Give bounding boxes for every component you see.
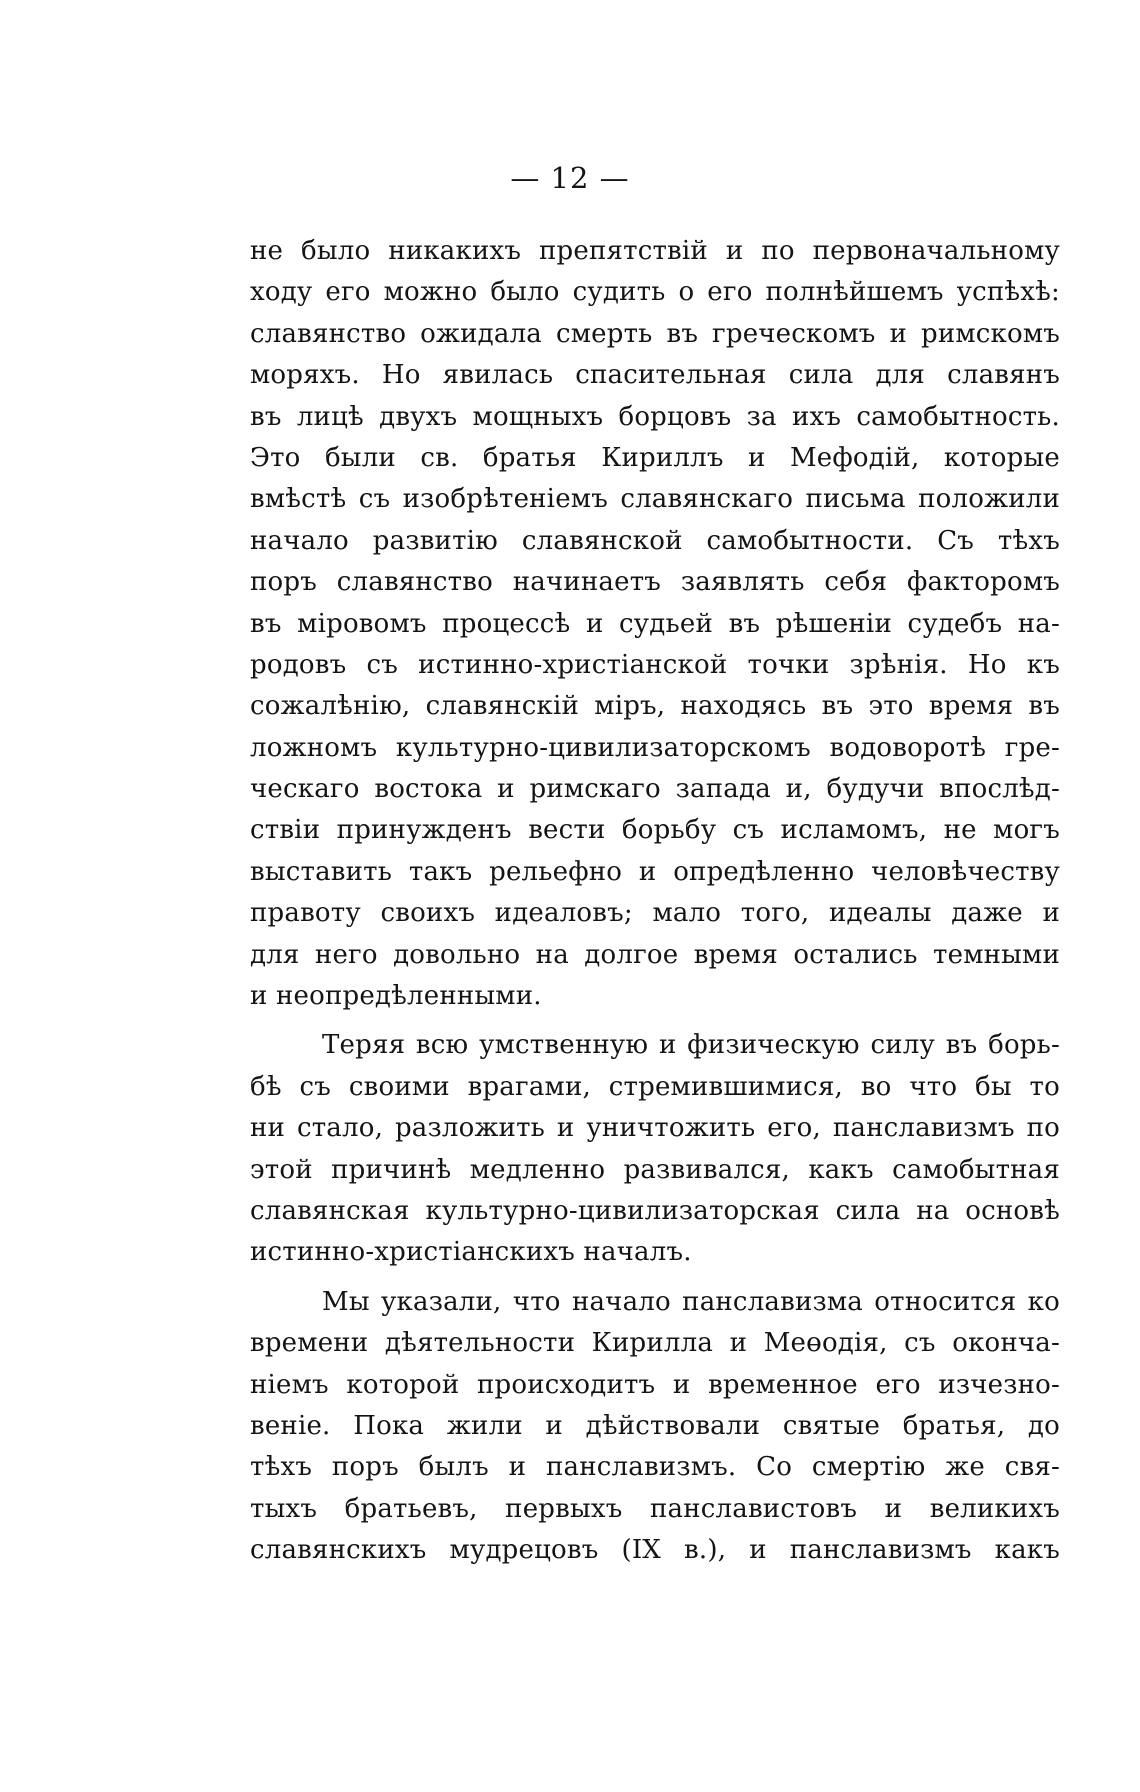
- paragraph-gap: [250, 1017, 1060, 1025]
- text-line: славянская культурно-цивилизаторская сила на основѣ: [250, 1195, 1060, 1226]
- text-line: выставить такъ рельефно и опредѣленно человѣчеству: [250, 856, 1060, 887]
- text-line: истинно-христiанскихъ началъ.: [250, 1237, 692, 1268]
- text-line: въ лицѣ двухъ мощныхъ борцовъ за ихъ самобытность.: [250, 401, 1060, 432]
- text-line: сожалѣнiю, славянскiй мiръ, находясь въ это время въ: [250, 691, 1060, 722]
- text-line: для него довольно на долгое время остались темными: [250, 939, 1060, 970]
- text-line: нiемъ которой происходитъ и временное его изчезно-: [250, 1369, 1060, 1400]
- text-line: начало развитiю славянской самобытности. Съ тѣхъ: [250, 525, 1060, 556]
- paragraph: [250, 231, 1060, 1017]
- text-line: славянскихъ мудрецовъ (IX в.), и панславизмъ какъ: [250, 1535, 1060, 1566]
- text-line: тѣхъ поръ былъ и панславизмъ. Со смертiю же свя-: [250, 1452, 1060, 1483]
- text-line: славянство ожидала смерть въ греческомъ и римскомъ: [250, 318, 1060, 349]
- text-line: моряхъ. Но явилась спасительная сила для славянъ: [250, 360, 1060, 391]
- text-line: венiе. Пока жили и дѣйствовали святые братья, до: [250, 1410, 1060, 1441]
- paragraph-gap: [250, 1274, 1060, 1282]
- text-line: не было никакихъ препятствiй и по первоначальному: [250, 236, 1060, 266]
- text-line: тыхъ братьевъ, первыхъ панславистовъ и великихъ: [250, 1493, 1060, 1524]
- text-line: Теряя всю умственную и физическую силу въ борь-: [322, 1030, 1060, 1061]
- paragraph: [250, 1025, 1060, 1273]
- text-line: въ мiровомъ процессѣ и судьей въ рѣшенiи судебъ на-: [250, 608, 1060, 639]
- text-line: правоту своихъ идеаловъ; мало того, идеалы даже и: [250, 898, 1060, 929]
- page-number: — 12 —: [510, 161, 630, 195]
- text-line: ложномъ культурно-цивилизаторскомъ водоворотѣ гре-: [250, 732, 1060, 763]
- text-line: ходу его можно было судить о его полнѣйшемъ успѣхѣ:: [250, 277, 1060, 308]
- text-line: бѣ съ своими врагами, стремившимися, во что бы то: [250, 1071, 1060, 1102]
- text-line: и неопредѣленными.: [250, 981, 542, 1012]
- text-line: Мы указали, что начало панславизма относится ко: [322, 1286, 1060, 1317]
- text-line: ни стало, разложить и уничтожить его, панславизмъ по: [250, 1113, 1060, 1144]
- text-line: родовъ съ истинно-христiанской точки зрѣнiя. Но къ: [250, 649, 1060, 680]
- text-line: поръ славянство начинаетъ заявлять себя факторомъ: [250, 567, 1060, 598]
- paragraph: [250, 1282, 1060, 1572]
- text-line: времени дѣятельности Кирилла и Меөодiя, съ оконча-: [250, 1328, 1060, 1359]
- text-line: Это были св. братья Кириллъ и Мефодiй, которые: [250, 442, 1060, 473]
- text-line: этой причинѣ медленно развивался, какъ самобытная: [250, 1154, 1060, 1185]
- text-line: вмѣстѣ съ изобрѣтенiемъ славянскаго письма положили: [250, 484, 1060, 515]
- text-line: ческаго востока и римскаго запада и, будучи впослѣд-: [250, 774, 1060, 805]
- body-text: [250, 231, 1060, 1572]
- text-line: ствiи принужденъ вести борьбу съ исламомъ, не могъ: [250, 815, 1060, 846]
